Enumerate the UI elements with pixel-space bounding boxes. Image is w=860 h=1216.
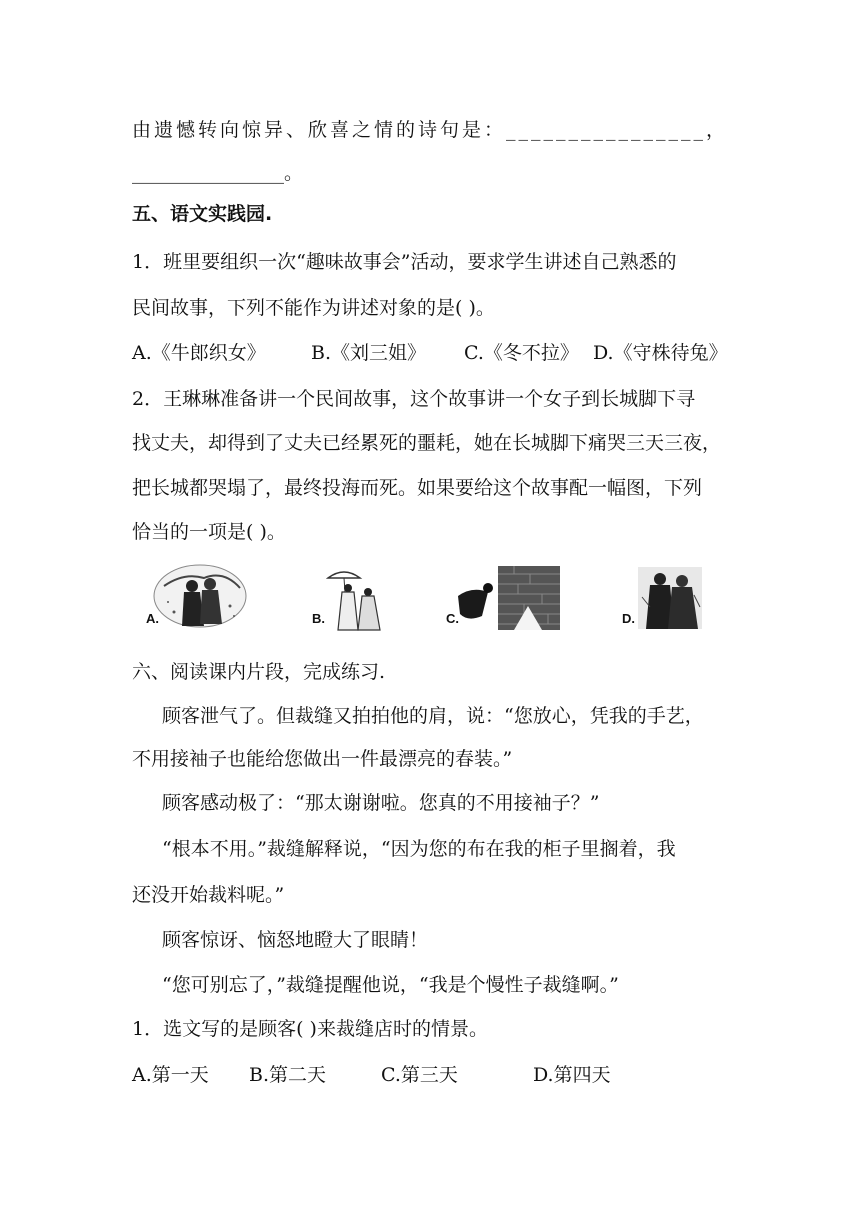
passage-p1-line-1: 顾客泄气了。但裁缝又拍拍他的肩，说：“您放心，凭我的手艺， (162, 705, 704, 727)
passage-p2: 顾客感动极了：“那太谢谢啦。您真的不用接袖子？” (162, 792, 600, 814)
q5-1-option-a: A.《牛郎织女》 (132, 342, 266, 364)
passage-p5: “您可别忘了，”裁缝提醒他说，“我是个慢性子裁缝啊。” (162, 974, 619, 996)
q5-2-line-3: 把长城都哭塌了，最终投海而死。如果要给这个故事配一幅图，下列 (132, 477, 703, 499)
q6-1-option-a: A.第一天 (132, 1064, 209, 1086)
q5-1-option-b: B.《刘三姐》 (311, 342, 427, 364)
q5-1-option-d: D.《守株待兔》 (593, 342, 728, 364)
fill-in-question-line-1: 由遗憾转向惊异、欣喜之情的诗句是：________________， (132, 119, 729, 141)
picture-option-a[interactable] (144, 562, 248, 630)
picture-a-illustration (144, 562, 248, 630)
q5-2-line-1: 2．王琳琳准备讲一个民间故事，这个故事讲一个女子到长城脚下寻 (132, 388, 696, 410)
q6-1-option-b: B.第二天 (249, 1064, 327, 1086)
q6-1-stem: 1．选文写的是顾客( )来裁缝店时的情景。 (132, 1018, 488, 1040)
q5-1-line-2: 民间故事，下列不能作为讲述对象的是( )。 (132, 297, 495, 319)
picture-label-c: C. (446, 611, 459, 626)
picture-option-d[interactable] (638, 567, 702, 629)
section-6-heading: 六、阅读课内片段，完成练习. (132, 661, 386, 683)
picture-label-a: A. (146, 611, 159, 626)
picture-option-b[interactable] (326, 566, 386, 632)
passage-p3-line-1: “根本不用。”裁缝解释说，“因为您的布在我的柜子里搁着，我 (162, 838, 676, 860)
passage-p4: 顾客惊讶、恼怒地瞪大了眼睛！ (162, 929, 429, 951)
q6-1-option-d: D.第四天 (533, 1064, 611, 1086)
passage-p1-line-2: 不用接袖子也能给您做出一件最漂亮的春装。” (132, 748, 513, 770)
q5-1-line-1: 1．班里要组织一次“趣味故事会”活动，要求学生讲述自己熟悉的 (132, 251, 677, 273)
q5-1-option-c: C.《冬不拉》 (464, 342, 579, 364)
picture-b-illustration (326, 566, 386, 632)
picture-label-b: B. (312, 611, 325, 626)
q5-2-line-4: 恰当的一项是( )。 (132, 521, 286, 543)
picture-option-c[interactable] (458, 566, 560, 630)
fill-in-question-line-2: ________________。 (132, 162, 304, 184)
section-5-heading: 五、语文实践园. (132, 203, 273, 225)
q6-1-option-c: C.第三天 (381, 1064, 458, 1086)
picture-d-illustration (638, 567, 702, 629)
q5-2-line-2: 找丈夫，却得到了丈夫已经累死的噩耗，她在长城脚下痛哭三天三夜， (132, 432, 722, 454)
passage-p3-line-2: 还没开始裁料呢。” (132, 884, 285, 906)
picture-label-d: D. (622, 611, 635, 626)
picture-c-illustration (458, 566, 560, 630)
